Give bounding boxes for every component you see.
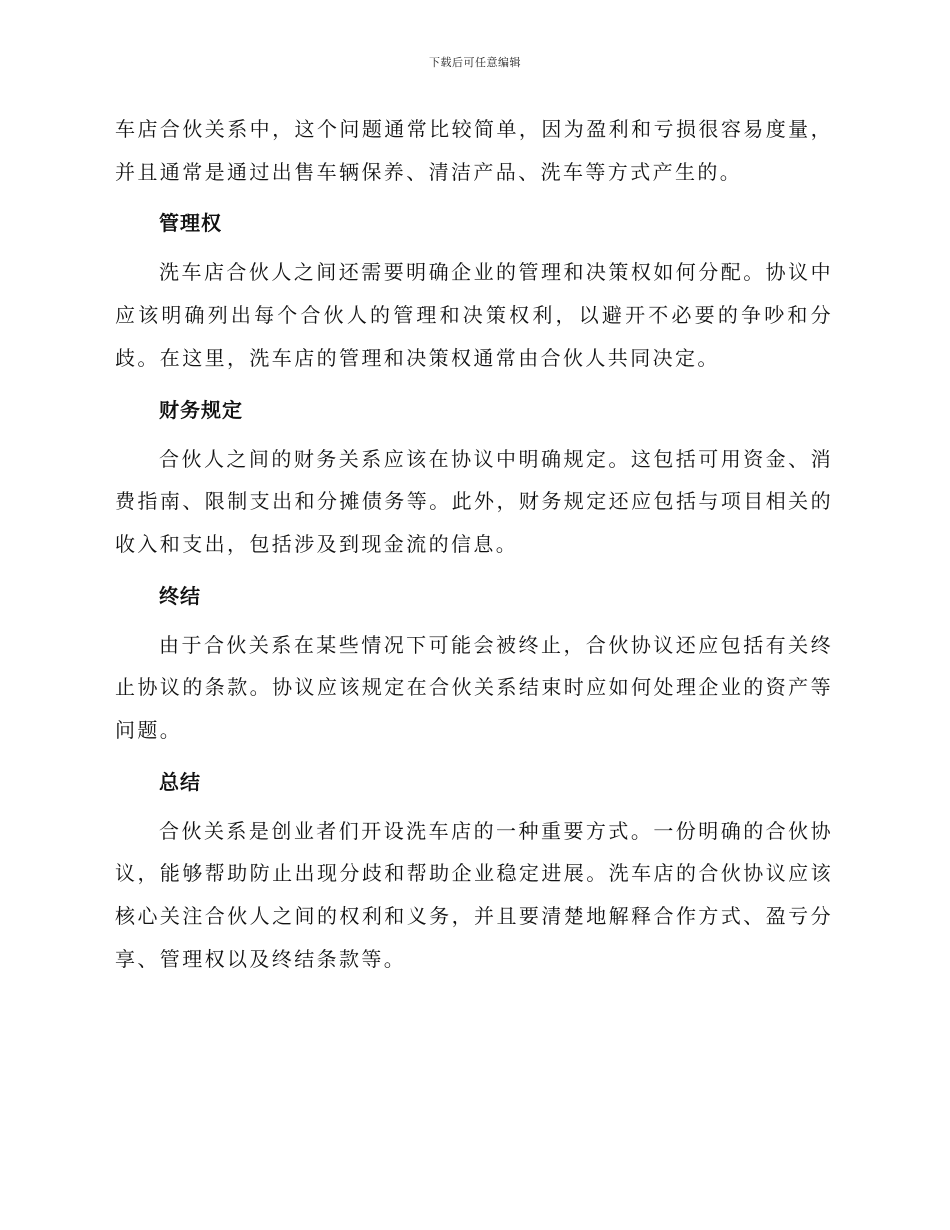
intro-paragraph: 车店合伙关系中，这个问题通常比较简单，因为盈利和亏损很容易度量，并且通常是通过出售车辆保养、清洁产品、洗车等方式产生的。 <box>115 117 833 184</box>
section-management <box>115 203 833 379</box>
section-heading-management: 管理权 <box>159 211 222 236</box>
section-finance <box>115 390 833 566</box>
document-body <box>115 108 833 981</box>
section-heading-summary: 总结 <box>159 769 201 794</box>
section-termination <box>115 576 833 752</box>
section-body-management: 洗车店合伙人之间还需要明确企业的管理和决策权如何分配。协议中应该明确列出每个合伙人的管理和决策权利，以避开不必要的争吵和分歧。在这里，洗车店的管理和决策权通常由合伙人共同决定。 <box>115 260 833 370</box>
section-body-termination: 由于合伙关系在某些情况下可能会被终止，合伙协议还应包括有关终止协议的条款。协议应该规定在合伙关系结束时应如何处理企业的资产等问题。 <box>115 632 833 743</box>
section-summary <box>115 762 833 981</box>
section-body-finance: 合伙人之间的财务关系应该在协议中明确规定。这包括可用资金、消费指南、限制支出和分摊债务等。此外，财务规定还应包括与项目相关的收入和支出，包括涉及到现金流的信息。 <box>115 446 833 556</box>
section-body-summary: 合伙关系是创业者们开设洗车店的一种重要方式。一份明确的合伙协议，能够帮助防止出现分歧和帮助企业稳定进展。洗车店的合伙协议应该核心关注合伙人之间的权利和义务，并且要清楚地解释合作方式、盈亏分享、管理权以及终结条款等。 <box>115 818 833 971</box>
section-heading-finance: 财务规定 <box>159 397 243 422</box>
section-heading-termination: 终结 <box>159 583 201 608</box>
page-header: 下载后可任意编辑 <box>429 56 521 69</box>
